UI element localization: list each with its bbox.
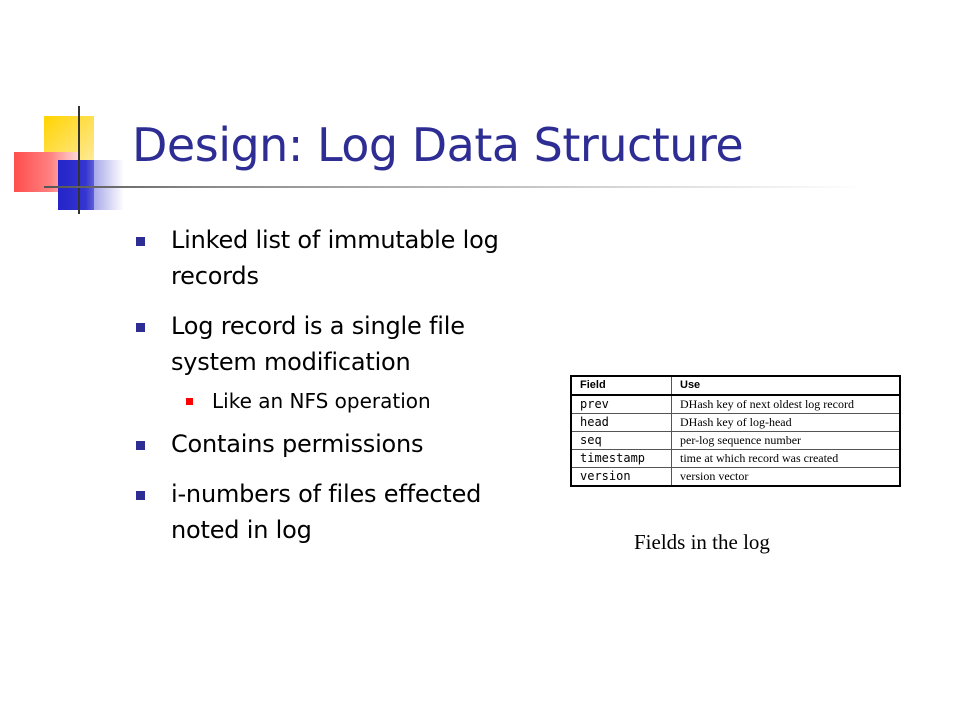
bullet-list <box>136 222 536 562</box>
field-name-cell: seq <box>571 432 672 450</box>
field-name-cell: version <box>571 468 672 487</box>
ornament-blue-fade <box>94 160 124 210</box>
field-use-cell: per-log sequence number <box>672 432 901 450</box>
field-name-cell: head <box>571 414 672 432</box>
column-header-field: Field <box>571 376 672 395</box>
table-caption: Fields in the log <box>634 530 770 554</box>
table-header-row <box>571 376 900 395</box>
title-underline <box>44 186 864 188</box>
table-row <box>571 450 900 468</box>
bullet-item: Log record is a single file system modification <box>136 308 536 380</box>
field-use-cell: DHash key of next oldest log record <box>672 395 901 414</box>
table-row <box>571 395 900 414</box>
bullet-item: Contains permissions <box>136 426 536 462</box>
table-row <box>571 414 900 432</box>
ornament-vertical-line <box>78 106 80 214</box>
bullet-item: Linked list of immutable log records <box>136 222 536 294</box>
table-row <box>571 432 900 450</box>
slide-title: Design: Log Data Structure <box>132 118 744 172</box>
sub-bullet-item: Like an NFS operation <box>171 386 536 416</box>
field-name-cell: prev <box>571 395 672 414</box>
table-row <box>571 468 900 487</box>
field-use-cell: DHash key of log-head <box>672 414 901 432</box>
field-use-cell: time at which record was created <box>672 450 901 468</box>
field-use-cell: version vector <box>672 468 901 487</box>
field-name-cell: timestamp <box>571 450 672 468</box>
fields-table <box>570 375 901 487</box>
column-header-use: Use <box>672 376 901 395</box>
bullet-item: i-numbers of files effected noted in log <box>136 476 536 548</box>
